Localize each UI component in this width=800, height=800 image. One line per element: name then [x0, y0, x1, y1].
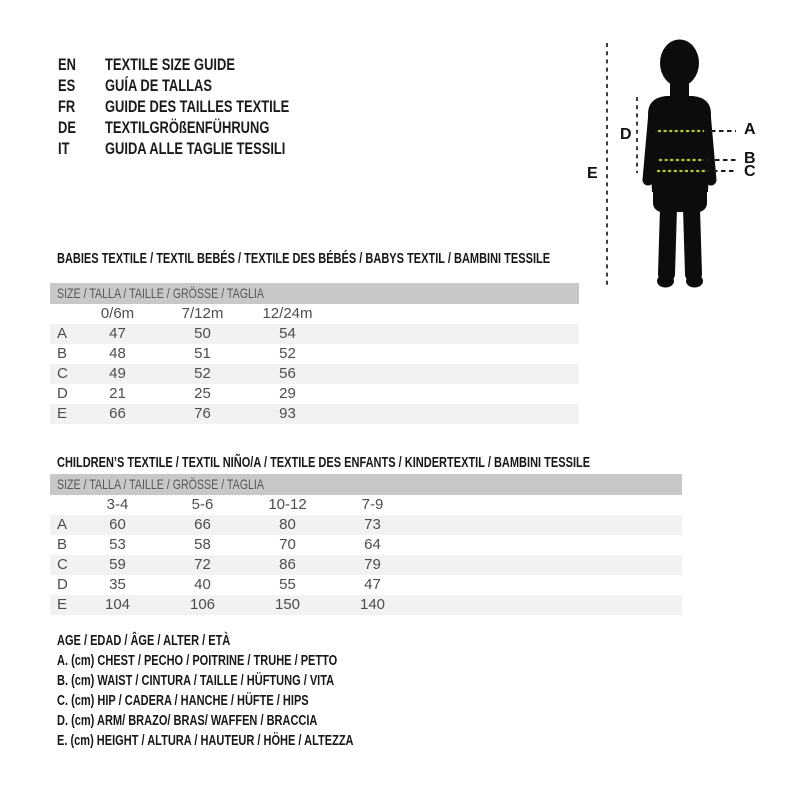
table-row [50, 344, 579, 364]
cell-value: 40 [194, 576, 211, 593]
table-row [50, 364, 579, 384]
language-row-it [58, 138, 347, 159]
column-header: 5-6 [191, 496, 214, 513]
figure-label-A: A [744, 121, 756, 138]
row-label: D [57, 385, 68, 402]
cell-value: 140 [359, 596, 386, 613]
column-header: 10-12 [268, 496, 307, 513]
language-code: EN [58, 55, 76, 74]
language-row-fr [58, 96, 347, 117]
figure-label-C: C [744, 163, 756, 180]
language-code: DE [58, 118, 76, 137]
table-row [50, 595, 682, 615]
table-row [50, 535, 682, 555]
legend-age-line: AGE / EDAD / ÂGE / ALTER / ETÀ [57, 633, 231, 649]
cell-value: 64 [364, 536, 381, 553]
babies-size-header-bar: SIZE / TALLA / TAILLE / GRÖSSE / TAGLIA [50, 283, 579, 304]
children-section-title: CHILDREN’S TEXTILE / TEXTIL NIÑO/A / TEXTILE DES ENFANTS / KINDERTEXTIL / BAMBINI TESSILE [57, 455, 591, 471]
row-label: C [57, 556, 68, 573]
children-column-header-row [50, 495, 682, 515]
figure-label-B: B [744, 150, 756, 167]
cell-value: 53 [109, 536, 126, 553]
cell-value: 29 [279, 385, 296, 402]
language-code: FR [58, 97, 76, 116]
babies-section-title: BABIES TEXTILE / TEXTIL BEBÉS / TEXTILE DES BÉBÉS / BABYS TEXTIL / BAMBINI TESSILE [57, 251, 551, 267]
language-row-en [58, 54, 347, 75]
language-code: IT [58, 139, 70, 158]
legend-waist-line: B. (cm) WAIST / CINTURA / TAILLE / HÜFTUNG / VITA [57, 673, 335, 689]
cell-value: 73 [364, 516, 381, 533]
babies-column-header-row [50, 304, 579, 324]
cell-value: 80 [279, 516, 296, 533]
cell-value: 66 [194, 516, 211, 533]
cell-value: 47 [364, 576, 381, 593]
cell-value: 58 [194, 536, 211, 553]
table-row [50, 324, 579, 344]
cell-value: 104 [104, 596, 131, 613]
children-size-table [50, 474, 682, 615]
legend-chest-line: A. (cm) CHEST / PECHO / POITRINE / TRUHE / PETTO [57, 653, 338, 669]
row-label: E [57, 596, 68, 613]
language-title: GUIDA ALLE TAGLIE TESSILI [105, 139, 286, 158]
column-header: 7/12m [181, 305, 224, 322]
table-row [50, 555, 682, 575]
table-row [50, 404, 579, 424]
cell-value: 35 [109, 576, 126, 593]
language-title: TEXTILE SIZE GUIDE [105, 55, 235, 74]
figure-label-D: D [620, 126, 632, 143]
row-label: A [57, 325, 68, 342]
cell-value: 49 [109, 365, 126, 382]
cell-value: 86 [279, 556, 296, 573]
legend-height-line: E. (cm) HEIGHT / ALTURA / HAUTEUR / HÖHE / ALTEZZA [57, 733, 354, 749]
cell-value: 55 [279, 576, 296, 593]
cell-value: 79 [364, 556, 381, 573]
cell-value: 150 [274, 596, 301, 613]
language-row-de [58, 117, 347, 138]
row-label: D [57, 576, 68, 593]
cell-value: 60 [109, 516, 126, 533]
legend-hip-line: C. (cm) HIP / CADERA / HANCHE / HÜFTE / HIPS [57, 693, 309, 709]
cell-value: 52 [279, 345, 296, 362]
babies-size-table [50, 283, 579, 424]
row-label: B [57, 345, 68, 362]
cell-value: 70 [279, 536, 296, 553]
cell-value: 48 [109, 345, 126, 362]
language-title: TEXTILGRÖßENFÜHRUNG [105, 118, 270, 137]
cell-value: 56 [279, 365, 296, 382]
cell-value: 51 [194, 345, 211, 362]
figure-label-E: E [587, 165, 598, 182]
cell-value: 50 [194, 325, 211, 342]
column-header: 0/6m [100, 305, 135, 322]
cell-value: 66 [109, 405, 126, 422]
cell-value: 25 [194, 385, 211, 402]
language-title-list [58, 54, 347, 159]
table-row [50, 575, 682, 595]
cell-value: 93 [279, 405, 296, 422]
table-row [50, 384, 579, 404]
row-label: A [57, 516, 68, 533]
row-label: C [57, 365, 68, 382]
language-row-es [58, 75, 347, 96]
cell-value: 72 [194, 556, 211, 573]
measurement-legend [57, 631, 447, 751]
table-row [50, 515, 682, 535]
column-header: 7-9 [361, 496, 384, 513]
language-title: GUIDE DES TAILLES TEXTILE [105, 97, 290, 116]
legend-arm-line: D. (cm) ARM/ BRAZO/ BRAS/ WAFFEN / BRACCIA [57, 713, 318, 729]
row-label: E [57, 405, 68, 422]
cell-value: 47 [109, 325, 126, 342]
row-label: B [57, 536, 68, 553]
language-title: GUÍA DE TALLAS [105, 76, 212, 95]
cell-value: 52 [194, 365, 211, 382]
language-code: ES [58, 76, 76, 95]
cell-value: 76 [194, 405, 211, 422]
cell-value: 54 [279, 325, 296, 342]
column-header: 12/24m [262, 305, 313, 322]
cell-value: 21 [109, 385, 126, 402]
cell-value: 59 [109, 556, 126, 573]
cell-value: 106 [189, 596, 216, 613]
children-size-header-bar: SIZE / TALLA / TAILLE / GRÖSSE / TAGLIA [50, 474, 682, 495]
column-header: 3-4 [106, 496, 129, 513]
